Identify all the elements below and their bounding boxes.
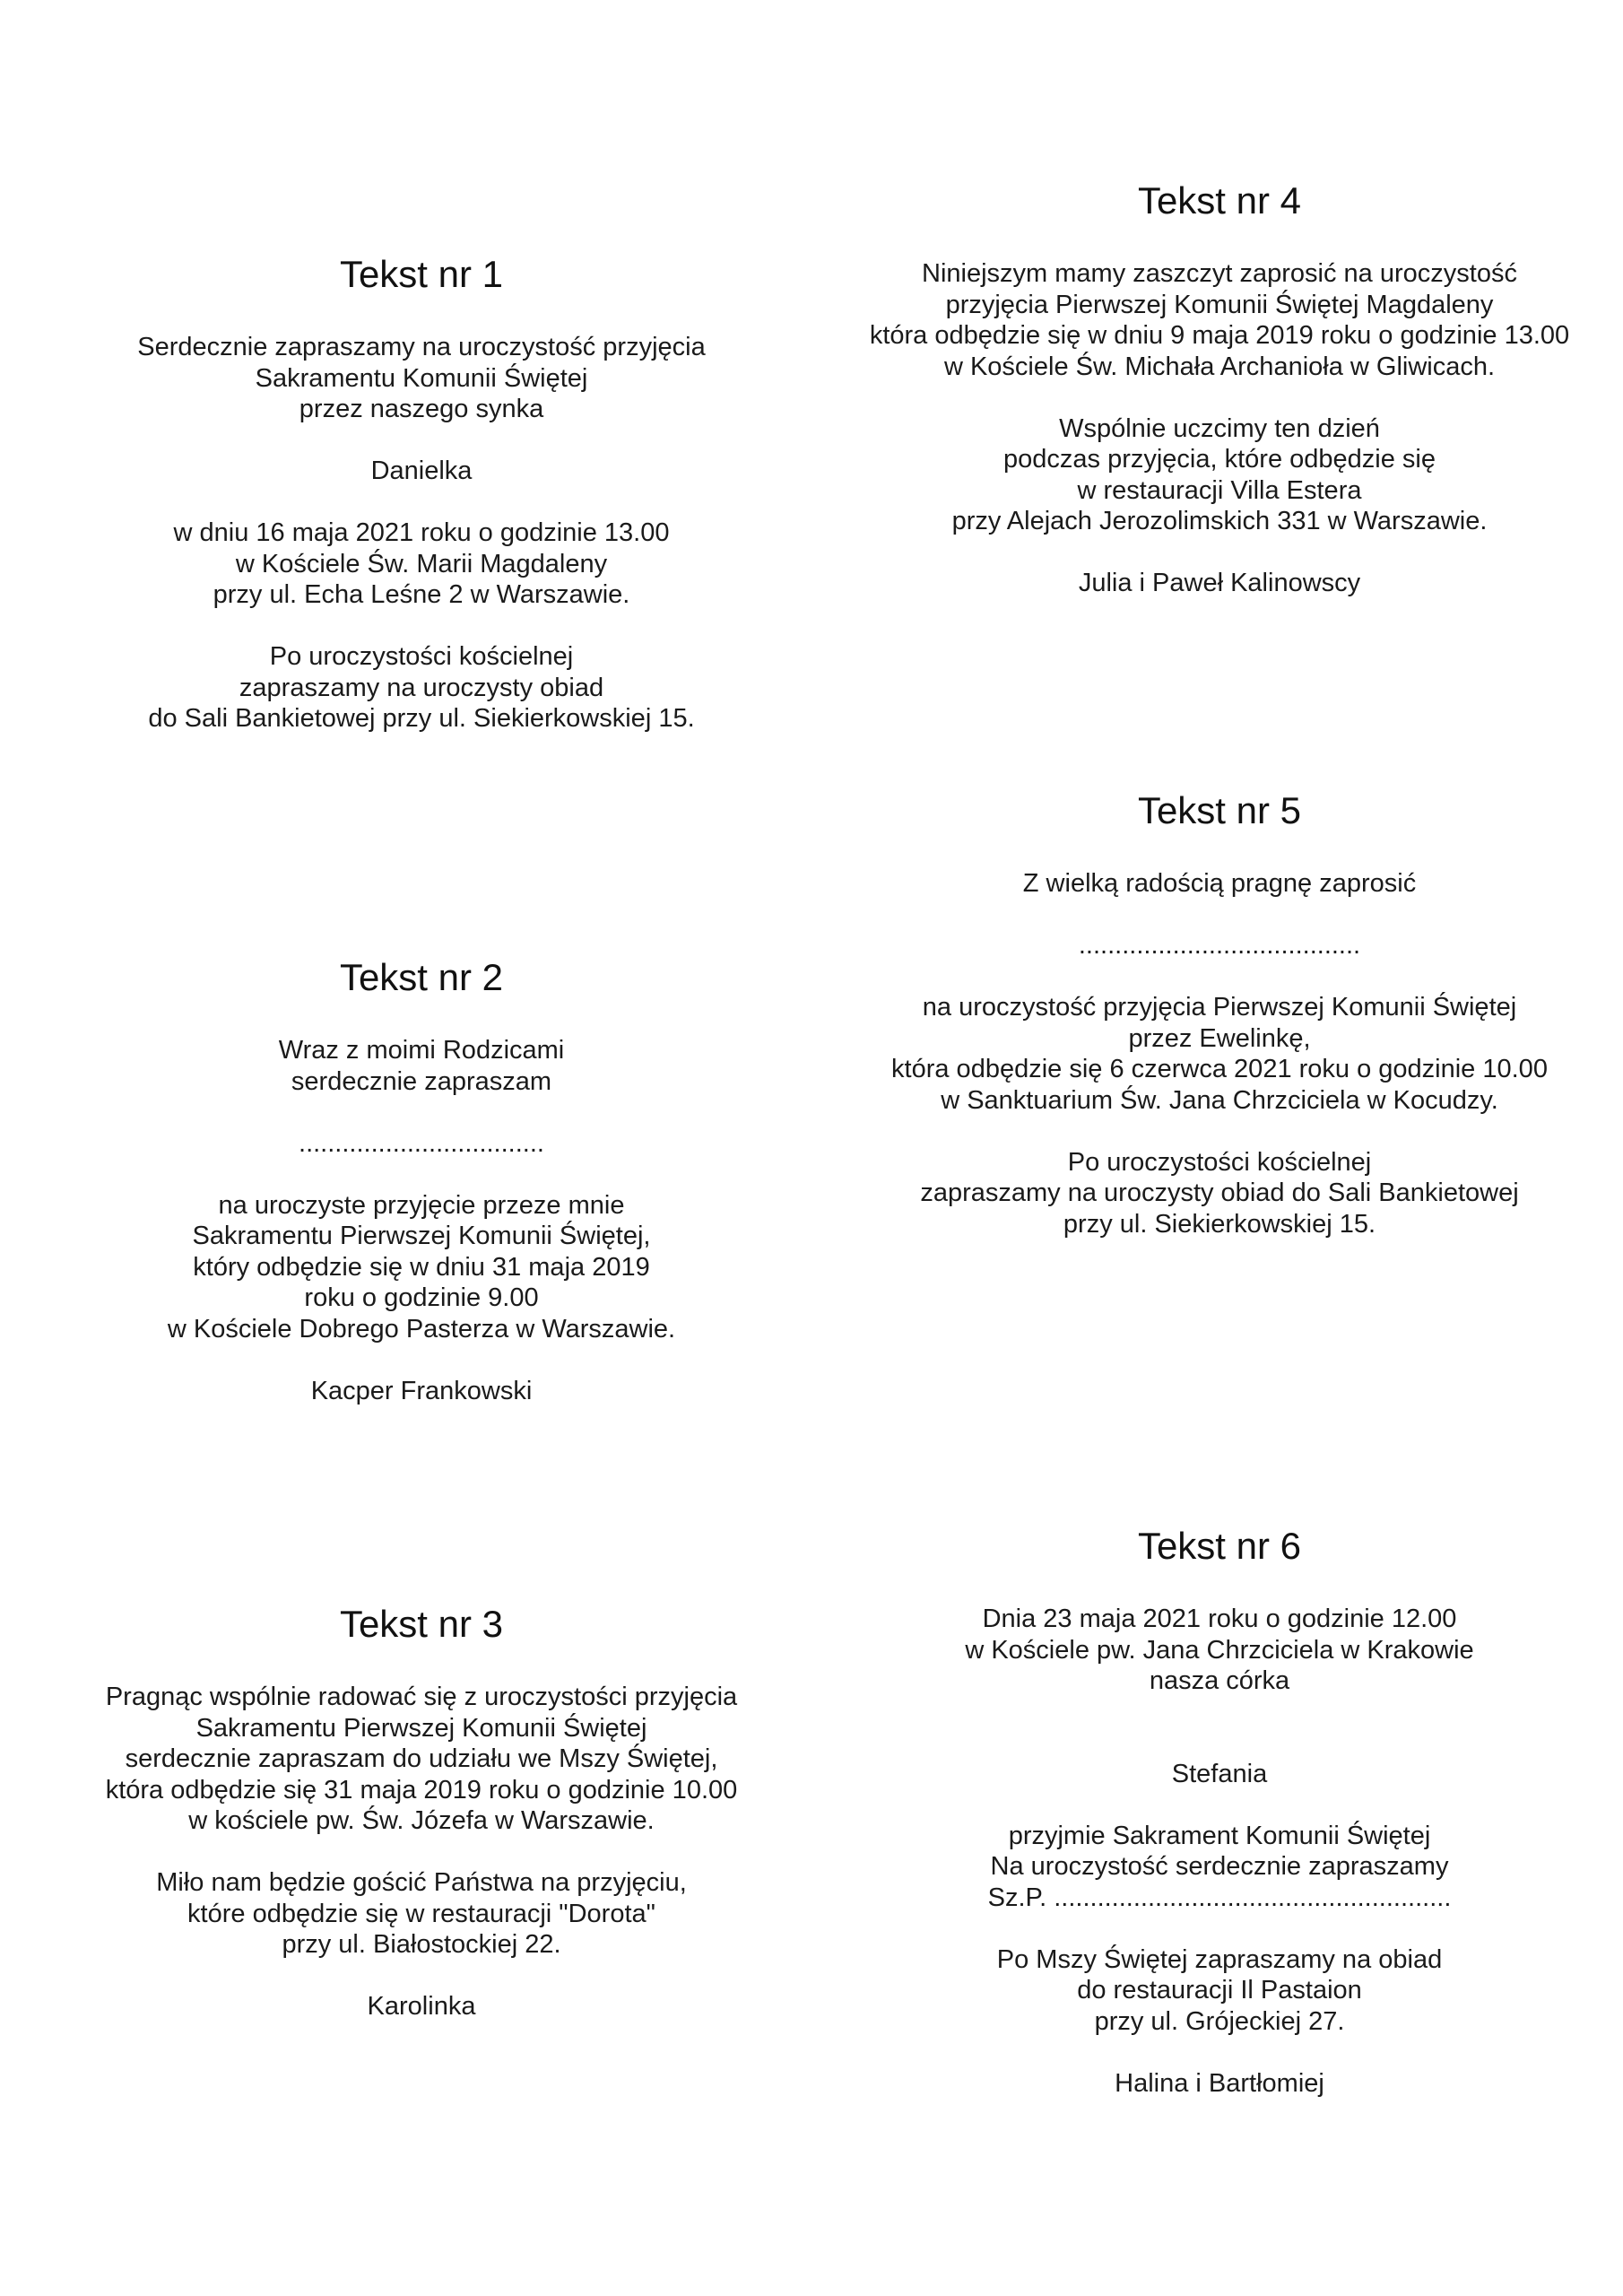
text-line: zapraszamy na uroczysty obiad — [239, 673, 604, 702]
text-line: do restauracji Il Pastaion — [1077, 1976, 1362, 2005]
blank-line — [63, 425, 780, 457]
text-block-3 — [63, 1603, 780, 2022]
text-line: podczas przyjęcia, które odbędzie się — [1003, 445, 1436, 474]
text-line: w Kościele pw. Jana Chrzciciela w Krakowie — [965, 1635, 1474, 1665]
text-line: w dniu 16 maja 2021 roku o godzinie 13.00 — [173, 518, 670, 547]
text-line: Sz.P. ....................................................... — [987, 1883, 1452, 1912]
text-line: przy ul. Białostockiej 22. — [282, 1930, 561, 1959]
text-line: przez naszego synka — [299, 395, 544, 423]
text-line: w kościele pw. Św. Józefa w Warszawie. — [188, 1806, 655, 1835]
text-block-2 — [63, 956, 780, 1406]
blank-line — [63, 1159, 780, 1190]
text-line: w Kościele Św. Marii Magdaleny — [235, 549, 608, 578]
text-block-title: Tekst nr 4 — [1137, 179, 1302, 222]
text-line: przy ul. Echa Leśne 2 w Warszawie. — [213, 580, 630, 609]
text-line: przyjmie Sakrament Komunii Świętej — [1008, 1821, 1431, 1850]
text-line: Wspólnie uczcimy ten dzień — [1059, 413, 1380, 443]
blank-line — [63, 1344, 780, 1376]
text-line: Stefania — [1171, 1759, 1268, 1788]
blank-line — [63, 611, 780, 642]
blank-line — [834, 537, 1605, 569]
text-line: przyjęcia Pierwszej Komunii Świętej Magdaleny — [945, 290, 1494, 319]
text-block-title: Tekst nr 2 — [339, 956, 504, 998]
blank-line — [834, 1913, 1605, 1944]
blank-line — [834, 1697, 1605, 1728]
text-line: na uroczyste przyjęcie przeze mnie — [218, 1190, 625, 1220]
text-line: która odbędzie się w dniu 9 maja 2019 roku o godzinie 13.00 — [869, 321, 1570, 350]
blank-line — [834, 961, 1605, 993]
text-line: w restauracji Villa Estera — [1077, 475, 1362, 505]
blank-line — [834, 1789, 1605, 1821]
text-line: serdecznie zapraszam — [291, 1066, 552, 1096]
text-block-body — [834, 258, 1605, 599]
text-line: przy ul. Grójeckiej 27. — [1094, 2006, 1345, 2036]
text-block-body — [834, 868, 1605, 1239]
text-line: Miło nam będzie gościć Państwa na przyjęciu, — [156, 1868, 687, 1897]
text-line: Na uroczystość serdecznie zapraszamy — [990, 1852, 1449, 1881]
text-block-6 — [834, 1525, 1605, 2099]
text-line: przy ul. Siekierkowskiej 15. — [1063, 1209, 1376, 1239]
blank-line — [63, 1837, 780, 1868]
text-line: Z wielką radością pragnę zaprosić — [1022, 869, 1417, 898]
text-line: Halina i Bartłomiej — [1115, 2068, 1324, 2098]
text-line: które odbędzie się w restauracji "Dorota" — [187, 1899, 655, 1928]
blank-line — [63, 1961, 780, 1992]
text-line: Karolinka — [367, 1992, 476, 2021]
text-line: do Sali Bankietowej przy ul. Siekierkowskiej 15. — [148, 704, 695, 733]
blank-line — [834, 382, 1605, 413]
text-block-body — [834, 1604, 1605, 2099]
blank-line — [834, 1727, 1605, 1759]
text-block-body — [63, 332, 780, 735]
text-line: Sakramentu Komunii Świętej — [255, 363, 588, 393]
blank-line — [63, 1097, 780, 1128]
text-line: w Sanktuarium Św. Jana Chrzciciela w Kocudzy. — [941, 1085, 1498, 1115]
blank-line — [834, 900, 1605, 931]
text-block-body — [63, 1682, 780, 2022]
text-line: Sakramentu Pierwszej Komunii Świętej, — [192, 1222, 651, 1250]
text-line: Julia i Paweł Kalinowscy — [1078, 569, 1361, 597]
text-line: Kacper Frankowski — [310, 1376, 533, 1405]
text-block-title: Tekst nr 3 — [339, 1603, 504, 1645]
text-line: Po uroczystości kościelnej — [269, 642, 574, 671]
blank-line — [63, 487, 780, 518]
text-line: Serdecznie zapraszamy na uroczystość przyjęcia — [137, 333, 706, 361]
text-line: w Kościele Św. Michała Archanioła w Gliwicach. — [943, 352, 1496, 381]
text-line: Danielka — [370, 457, 473, 485]
text-line: która odbędzie się 31 maja 2019 roku o godzinie 10.00 — [105, 1775, 738, 1805]
text-line: nasza córka — [1149, 1666, 1290, 1695]
text-block-title: Tekst nr 6 — [1137, 1525, 1302, 1567]
text-line: Po Mszy Świętej zapraszamy na obiad — [996, 1944, 1443, 1974]
text-line: Niniejszym mamy zaszczyt zaprosić na uroczystość — [922, 259, 1517, 288]
text-block-title: Tekst nr 1 — [339, 253, 504, 295]
text-line: która odbędzie się 6 czerwca 2021 roku o godzinie 10.00 — [891, 1055, 1548, 1083]
text-line: ....................................... — [1078, 931, 1361, 960]
text-line: na uroczystość przyjęcia Pierwszej Komunii Świętej — [922, 993, 1517, 1022]
text-block-4 — [834, 179, 1605, 599]
text-block-5 — [834, 789, 1605, 1239]
text-block-body — [63, 1035, 780, 1406]
text-line: roku o godzinie 9.00 — [304, 1283, 539, 1312]
blank-line — [834, 2037, 1605, 2068]
text-line: serdecznie zapraszam do udziału we Mszy Świętej, — [125, 1744, 718, 1773]
text-line: w Kościele Dobrego Pasterza w Warszawie. — [167, 1314, 676, 1344]
text-line: Wraz z moimi Rodzicami — [278, 1036, 565, 1065]
text-line: przez Ewelinkę, — [1128, 1023, 1311, 1053]
text-line: który odbędzie się w dniu 31 maja 2019 — [193, 1252, 650, 1282]
text-line: przy Alejach Jerozolimskich 331 w Warszawie. — [951, 507, 1488, 535]
text-block-title: Tekst nr 5 — [1137, 789, 1302, 831]
text-line: Sakramentu Pierwszej Komunii Świętej — [195, 1713, 647, 1743]
text-line: Po uroczystości kościelnej — [1067, 1147, 1372, 1177]
text-line: Dnia 23 maja 2021 roku o godzinie 12.00 — [982, 1605, 1457, 1633]
blank-line — [834, 1116, 1605, 1147]
text-line: zapraszamy na uroczysty obiad do Sali Bankietowej — [920, 1178, 1519, 1207]
text-line: Pragnąc wspólnie radować się z uroczystości przyjęcia — [105, 1683, 738, 1711]
text-block-1 — [63, 253, 780, 735]
text-line: .................................. — [299, 1128, 544, 1158]
